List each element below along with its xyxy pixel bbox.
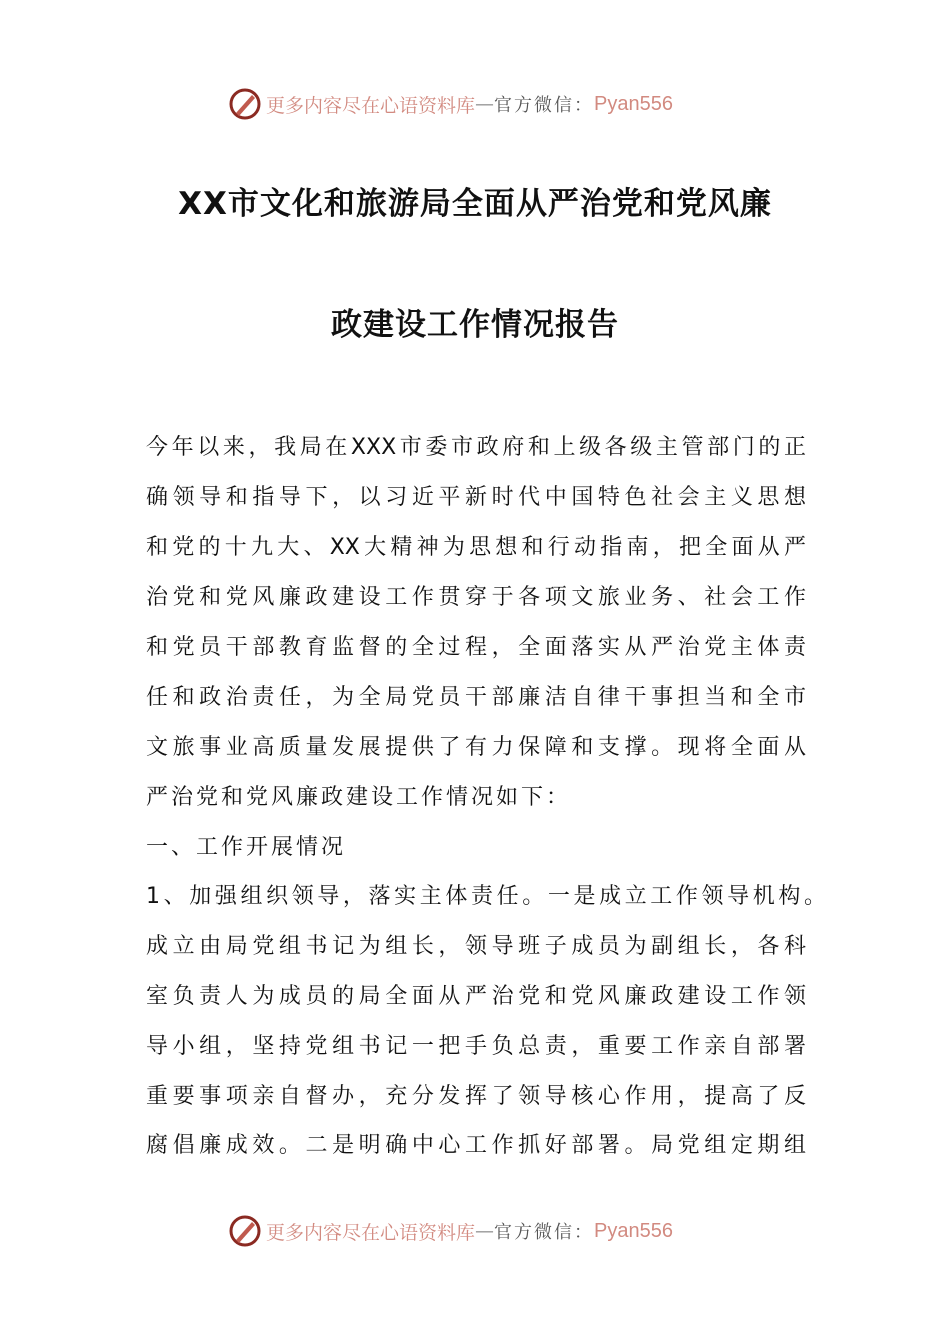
body-line: 重要事项亲自督办，充分发挥了领导核心作用，提高了反 bbox=[146, 1084, 806, 1109]
body-line: 治党和党风廉政建设工作贯穿于各项文旅业务、社会工作 bbox=[146, 585, 806, 610]
body-line: 任和政治责任，为全局党员干部廉洁自律干事担当和全市 bbox=[146, 685, 806, 710]
watermark-dash: — bbox=[475, 1220, 495, 1242]
watermark-dash: — bbox=[475, 93, 495, 115]
body-line: 和党的十九大、XX大精神为思想和行动指南，把全面从严 bbox=[146, 535, 806, 560]
section-heading: 一、工作开展情况 bbox=[146, 835, 347, 860]
document-title-line-1: XX市文化和旅游局全面从严治党和党风廉 bbox=[178, 186, 772, 222]
document-title-line-2: 政建设工作情况报告 bbox=[331, 307, 619, 343]
watermark-header bbox=[228, 86, 673, 122]
body-line: 和党员干部教育监督的全过程，全面落实从严治党主体责 bbox=[146, 635, 806, 660]
pen-logo-icon bbox=[228, 1214, 262, 1248]
watermark-id: Pyan556 bbox=[594, 92, 673, 115]
body-line: 成立由局党组书记为组长，领导班子成员为副组长，各科 bbox=[146, 934, 806, 959]
watermark-label: 官方微信： bbox=[494, 95, 595, 116]
watermark-site: 更多内容尽在心语资料库 bbox=[266, 1221, 476, 1244]
body-line: 确领导和指导下，以习近平新时代中国特色社会主义思想 bbox=[146, 485, 806, 510]
body-line: 腐倡廉成效。二是明确中心工作抓好部署。局党组定期组 bbox=[146, 1133, 806, 1158]
watermark-footer bbox=[228, 1213, 673, 1249]
body-line: 严治党和党风廉政建设工作情况如下： bbox=[146, 785, 572, 810]
body-line: 导小组，坚持党组书记一把手负总责，重要工作亲自部署 bbox=[146, 1034, 806, 1059]
body-line: 室负责人为成员的局全面从严治党和党风廉政建设工作领 bbox=[146, 984, 806, 1009]
watermark-label: 官方微信： bbox=[494, 1222, 595, 1243]
watermark-site: 更多内容尽在心语资料库 bbox=[266, 94, 476, 117]
body-line: 文旅事业高质量发展提供了有力保障和支撑。现将全面从 bbox=[146, 735, 806, 760]
pen-logo-icon bbox=[228, 87, 262, 121]
body-line: 1、加强组织领导，落实主体责任。一是成立工作领导机构。 bbox=[146, 884, 826, 909]
body-line: 今年以来，我局在XXX市委市政府和上级各级主管部门的正 bbox=[146, 435, 806, 460]
watermark-id: Pyan556 bbox=[594, 1219, 673, 1242]
